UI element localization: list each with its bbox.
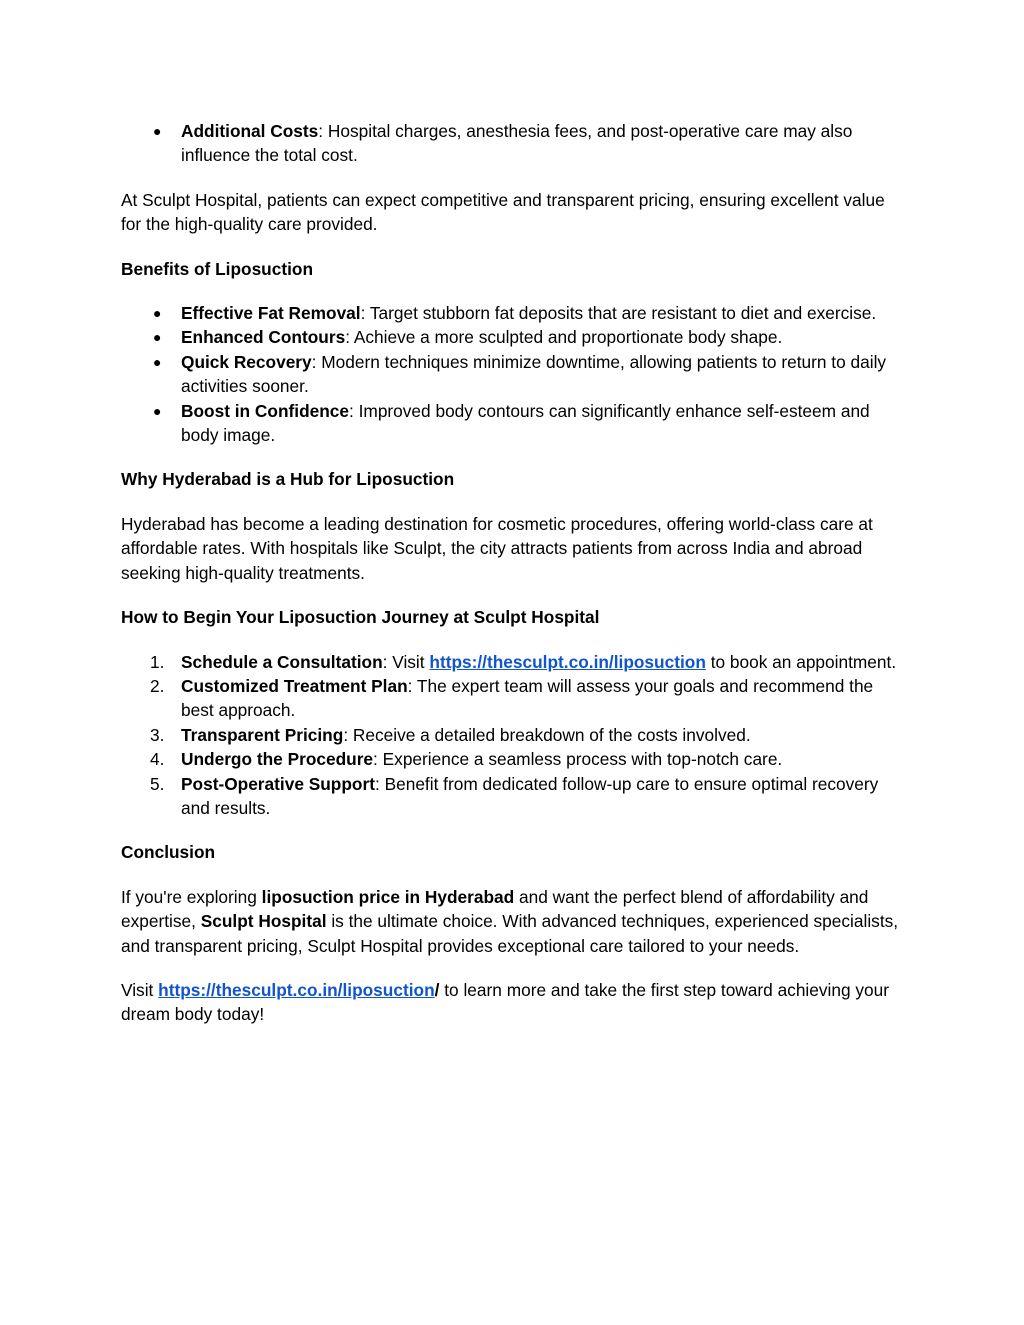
benefits-list [121,301,906,447]
hub-paragraph: Hyderabad has become a leading destination for cosmetic procedures, offering world-class care at affordable rates. With hospitals like Sculpt, the city attracts patients from across India and abroad seeking high-quality treatments. [121,513,873,583]
list-item [121,650,906,674]
list-item-term: Enhanced Contours [181,327,346,348]
list-item-text: to book an appointment. [705,651,897,672]
list-item-text: : Hospital charges, anesthesia fees, and post-operative care may also influence the total cost. [181,121,853,166]
benefits-heading: Benefits of Liposuction [121,258,314,279]
list-item-term: Undergo the Procedure [181,749,374,770]
bullet-icon: ● [153,402,162,419]
bold-phrase: liposuction price in Hyderabad [261,886,515,907]
list-item [121,301,906,325]
bullet-icon: ● [153,353,162,370]
list-item-term: Post-Operative Support [181,773,375,794]
list-item-text: : Improved body contours can significantly enhance self-esteem and body image. [181,400,870,446]
list-item [121,772,906,821]
paragraph-text: to learn more and take the first step toward achieving your dream body today! [121,979,890,1025]
step-number: 2. [150,675,165,696]
paragraph-text: If you're exploring [121,886,262,907]
journey-steps-list [121,650,906,821]
conclusion-paragraph [121,885,906,958]
list-item-text: : Achieve a more sculpted and proportionate body shape. [345,327,783,348]
liposuction-link[interactable]: https://thesculpt.co.in/liposuction [429,651,706,672]
list-item [121,723,906,747]
list-item-text: : The expert team will assess your goals and recommend the best approach. [181,675,874,721]
list-item-term: Boost in Confidence [181,400,350,421]
paragraph-text: is the ultimate choice. With advanced techniques, experienced specialists, and transparent pricing, Sculpt Hospital provides exceptional care tailored to your needs. [121,911,899,956]
list-item-term: Transparent Pricing [181,724,344,745]
list-item-text: : Receive a detailed breakdown of the costs involved. [343,724,751,745]
list-item [121,399,906,448]
bullet-icon: ● [153,305,162,322]
liposuction-link[interactable]: https://thesculpt.co.in/liposuction [158,979,435,1000]
bold-phrase: Sculpt Hospital [200,911,327,932]
list-item [121,350,906,399]
list-item-text: : Experience a seamless process with top-notch care. [373,749,783,770]
list-item-term: Effective Fat Removal [181,303,361,324]
list-item-text: : Target stubborn fat deposits that are resistant to diet and exercise. [360,303,877,324]
step-number: 4. [150,749,165,770]
hub-heading: Why Hyderabad is a Hub for Liposuction [121,469,455,490]
visit-paragraph [121,978,906,1027]
bullet-icon: ● [153,329,162,346]
list-item-text: : Visit [382,651,430,672]
cost-factors-list [121,119,906,168]
list-item [121,747,906,771]
list-item-term: Schedule a Consultation [181,651,383,672]
pricing-paragraph: At Sculpt Hospital, patients can expect competitive and transparent pricing, ensuring excellent value for the high-quality care provided. [121,189,885,235]
list-item-text: : Benefit from dedicated follow-up care to ensure optimal recovery and results. [181,773,879,818]
paragraph-text: and want the perfect blend of affordability and expertise, [121,886,869,932]
journey-heading: How to Begin Your Liposuction Journey at Sculpt Hospital [121,607,600,628]
list-item-term: Additional Costs [181,121,319,141]
step-number: 5. [150,773,165,794]
step-number: 1. [150,651,165,672]
list-item [121,325,906,349]
step-number: 3. [150,724,165,745]
paragraph-text: Visit [121,979,159,1000]
list-item-text: : Modern techniques minimize downtime, allowing patients to return to daily activities sooner. [181,351,887,397]
list-item-term: Customized Treatment Plan [181,675,408,696]
bullet-icon: ● [153,123,162,139]
list-item-term: Quick Recovery [181,351,312,372]
list-item [121,674,906,723]
link-slash: / [434,979,440,1000]
list-item [121,119,906,168]
conclusion-heading: Conclusion [121,842,216,863]
document-body [121,119,906,1027]
